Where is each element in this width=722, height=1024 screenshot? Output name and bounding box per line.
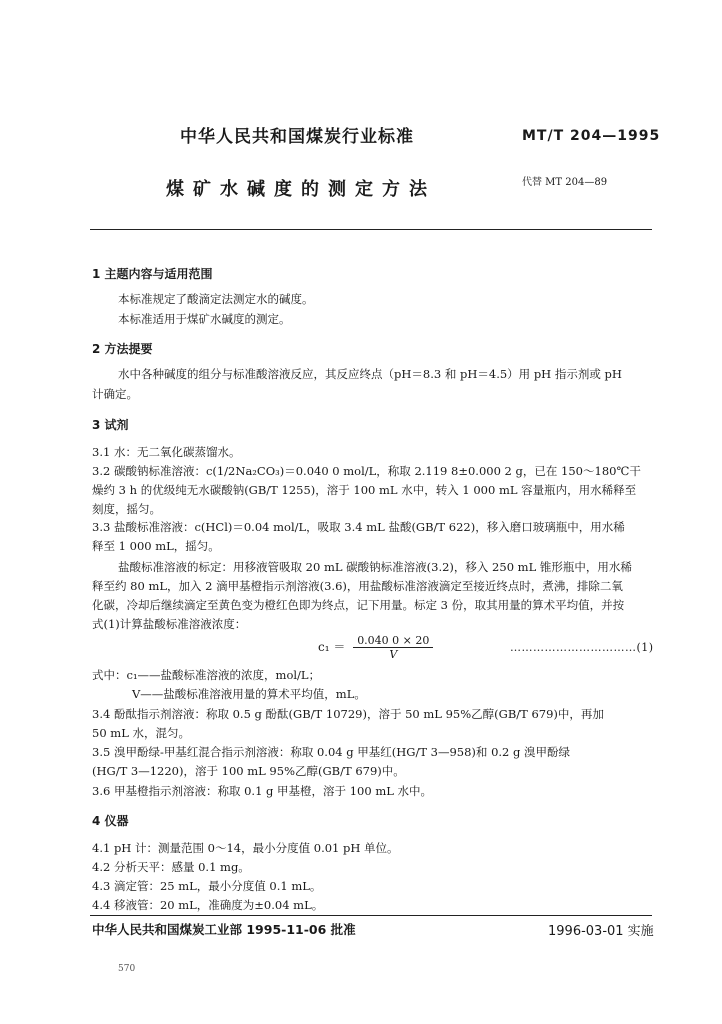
instrument-4-1: 4.1 pH 计：测量范围 0～14，最小分度值 0.01 pH 单位。 (92, 841, 399, 855)
reagent-3-4-line-2: 50 mL 水，混匀。 (92, 726, 190, 740)
calibration-line-2: 释至约 80 mL，加入 2 滴甲基橙指示剂溶液(3.6)，用盐酸标准溶液滴定至接近终点时，煮沸，排除二氧 (92, 579, 623, 593)
implementation-date: 1996-03-01 实施 (548, 924, 654, 939)
formula-lhs: c₁ ＝ (318, 640, 346, 654)
reagent-3-4-line-1: 3.4 酚酞指示剂溶液：称取 0.5 g 酚酞(GB/T 10729)，溶于 50 mL 95%乙醇(GB/T 679)中，再加 (92, 707, 604, 721)
footer-divider (90, 915, 652, 916)
formula-where-line-1: 式中：c₁——盐酸标准溶液的浓度，mol/L； (92, 668, 321, 682)
reagent-3-2-line-1: 3.2 碳酸钠标准溶液：c(1/2Na₂CO₃)＝0.040 0 mol/L，称取 2.119 8±0.000 2 g，已在 150～180℃干 (92, 464, 641, 478)
document-title: 煤矿水碱度的测定方法 (166, 179, 436, 200)
formula-fraction (353, 634, 433, 661)
calibration-line-4: 式(1)计算盐酸标准溶液浓度： (92, 617, 247, 631)
section-1-para-2: 本标准适用于煤矿水碱度的测定。 (118, 312, 291, 326)
concentration-formula (318, 634, 437, 661)
reagent-3-2-line-3: 刻度，摇匀。 (92, 502, 161, 516)
formula-numerator: 0.040 0 × 20 (353, 634, 433, 648)
calibration-line-3: 化碳，冷却后继续滴定至黄色变为橙红色即为终点，记下用量。标定 3 份，取其用量的算术平均值，并按 (92, 598, 625, 612)
formula-where-line-2: V——盐酸标准溶液用量的算术平均值，mL。 (132, 687, 366, 701)
instrument-4-3: 4.3 滴定管：25 mL，最小分度值 0.1 mL。 (92, 879, 322, 893)
section-1-para-1: 本标准规定了酸滴定法测定水的碱度。 (118, 292, 314, 306)
section-2-para-line-2: 计确定。 (92, 387, 138, 401)
section-2-para-line-1: 水中各种碱度的组分与标准酸溶液反应，其反应终点（pH＝8.3 和 pH＝4.5）用 pH 指示剂或 pH (118, 367, 622, 381)
page-number: 570 (118, 964, 136, 974)
reagent-3-2-line-2: 燥约 3 h 的优级纯无水碳酸钠(GB/T 1255)，溶于 100 mL 水中，转入 1 000 mL 容量瓶内，用水稀释至 (92, 483, 637, 497)
replaces-note: 代替 MT 204—89 (522, 177, 608, 188)
reagent-3-3-line-2: 释至 1 000 mL，摇匀。 (92, 539, 220, 553)
formula-number: ……………………………(1) (510, 641, 654, 654)
formula-denominator: V (389, 648, 398, 661)
standard-title: 中华人民共和国煤炭行业标准 (180, 127, 414, 147)
reagent-3-3-line-1: 3.3 盐酸标准溶液：c(HCl)＝0.04 mol/L，吸取 3.4 mL 盐酸(GB/T 622)，移入磨口玻璃瓶中，用水稀 (92, 520, 625, 534)
section-1-heading: 1 主题内容与适用范围 (92, 267, 213, 281)
header-divider (90, 229, 652, 230)
reagent-3-5-line-1: 3.5 溴甲酚绿-甲基红混合指示剂溶液：称取 0.04 g 甲基红(HG/T 3—958)和 0.2 g 溴甲酚绿 (92, 745, 571, 759)
section-2-heading: 2 方法提要 (92, 342, 153, 356)
instrument-4-2: 4.2 分析天平：感量 0.1 mg。 (92, 860, 250, 874)
section-4-heading: 4 仪器 (92, 814, 129, 828)
calibration-line-1: 盐酸标准溶液的标定：用移液管吸取 20 mL 碳酸钠标准溶液(3.2)，移入 250 mL 锥形瓶中，用水稀 (118, 560, 632, 574)
reagent-3-6: 3.6 甲基橙指示剂溶液：称取 0.1 g 甲基橙，溶于 100 mL 水中。 (92, 784, 433, 798)
approval-statement: 中华人民共和国煤炭工业部 1995-11-06 批准 (92, 922, 356, 937)
section-3-heading: 3 试剂 (92, 418, 129, 432)
reagent-3-1: 3.1 水：无二氧化碳蒸馏水。 (92, 445, 241, 459)
standard-code: MT/T 204—1995 (522, 128, 661, 144)
instrument-4-4: 4.4 移液管：20 mL，准确度为±0.04 mL。 (92, 898, 324, 912)
reagent-3-5-line-2: (HG/T 3—1220)，溶于 100 mL 95%乙醇(GB/T 679)中。 (92, 764, 405, 778)
